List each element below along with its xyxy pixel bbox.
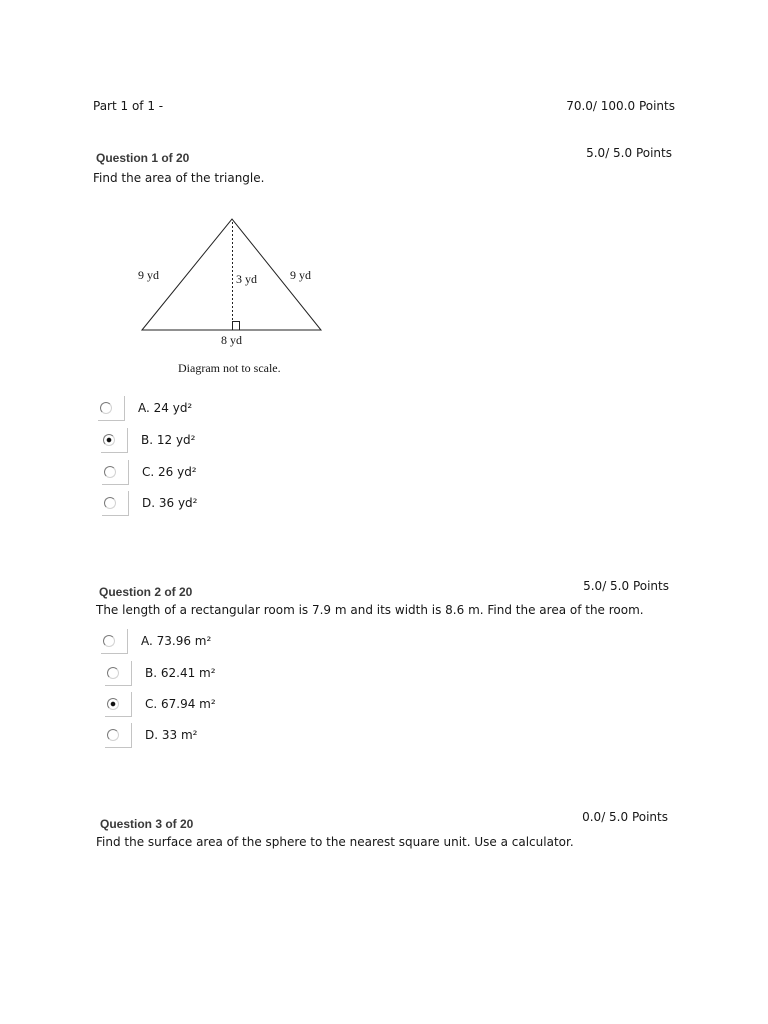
question-2-option-a-radio[interactable]	[103, 635, 115, 647]
question-3-header: Question 3 of 20	[100, 817, 194, 831]
question-1-option-b	[101, 428, 281, 452]
question-1-points: 5.0/ 5.0 Points	[586, 146, 672, 160]
question-2-option-a-label: A. 73.96 m²	[141, 634, 212, 648]
question-2-option-d-radio[interactable]	[107, 729, 119, 741]
right-angle-marker	[233, 322, 240, 331]
question-1-option-c-radio-cell	[102, 460, 129, 485]
question-3-prompt: Find the surface area of the sphere to the nearest square unit. Use a calculator.	[96, 835, 574, 849]
base-label: 8 yd	[221, 333, 242, 347]
question-2-option-a-radio-cell	[101, 629, 128, 654]
question-2-option-c-radio[interactable]	[107, 698, 119, 710]
question-2-option-d-radio-cell	[105, 723, 132, 748]
question-2-option-c	[105, 692, 285, 716]
question-1-option-a	[98, 396, 278, 420]
total-points: 70.0/ 100.0 Points	[566, 99, 675, 113]
question-1-option-b-label: B. 12 yd²	[141, 433, 196, 447]
question-1-option-d-radio[interactable]	[104, 497, 116, 509]
question-2-option-d-label: D. 33 m²	[145, 728, 198, 742]
side-right-label: 9 yd	[290, 268, 311, 282]
question-2-option-b-radio[interactable]	[107, 667, 119, 679]
question-2-header: Question 2 of 20	[99, 585, 193, 599]
question-2-option-b-label: B. 62.41 m²	[145, 666, 216, 680]
question-1-header: Question 1 of 20	[96, 151, 190, 165]
question-1-option-d-radio-cell	[102, 491, 129, 516]
question-1-option-c-label: C. 26 yd²	[142, 465, 197, 479]
question-1-option-a-label: A. 24 yd²	[138, 401, 193, 415]
question-2-option-d	[105, 723, 285, 747]
question-2-prompt: The length of a rectangular room is 7.9 m and its width is 8.6 m. Find the area of the room.	[96, 603, 644, 617]
triangle-diagram	[130, 210, 330, 380]
diagram-caption: Diagram not to scale.	[178, 361, 281, 375]
question-2-option-a	[101, 629, 281, 653]
question-3-points: 0.0/ 5.0 Points	[582, 810, 668, 824]
question-2-option-c-radio-cell	[105, 692, 132, 717]
question-1-option-c	[102, 460, 282, 484]
question-2-option-c-label: C. 67.94 m²	[145, 697, 216, 711]
question-1-option-b-radio[interactable]	[103, 434, 115, 446]
question-1-option-a-radio[interactable]	[100, 402, 112, 414]
question-2-option-b	[105, 661, 285, 685]
question-1-option-d-label: D. 36 yd²	[142, 496, 198, 510]
question-2-option-b-radio-cell	[105, 661, 132, 686]
question-1-option-a-radio-cell	[98, 396, 125, 421]
height-label: 3 yd	[236, 272, 257, 286]
question-1-option-d	[102, 491, 282, 515]
question-2-points: 5.0/ 5.0 Points	[583, 579, 669, 593]
question-1-option-b-radio-cell	[101, 428, 128, 453]
question-1-option-c-radio[interactable]	[104, 466, 116, 478]
side-left-label: 9 yd	[138, 268, 159, 282]
question-1-prompt: Find the area of the triangle.	[93, 171, 265, 185]
part-label: Part 1 of 1 -	[93, 99, 164, 113]
